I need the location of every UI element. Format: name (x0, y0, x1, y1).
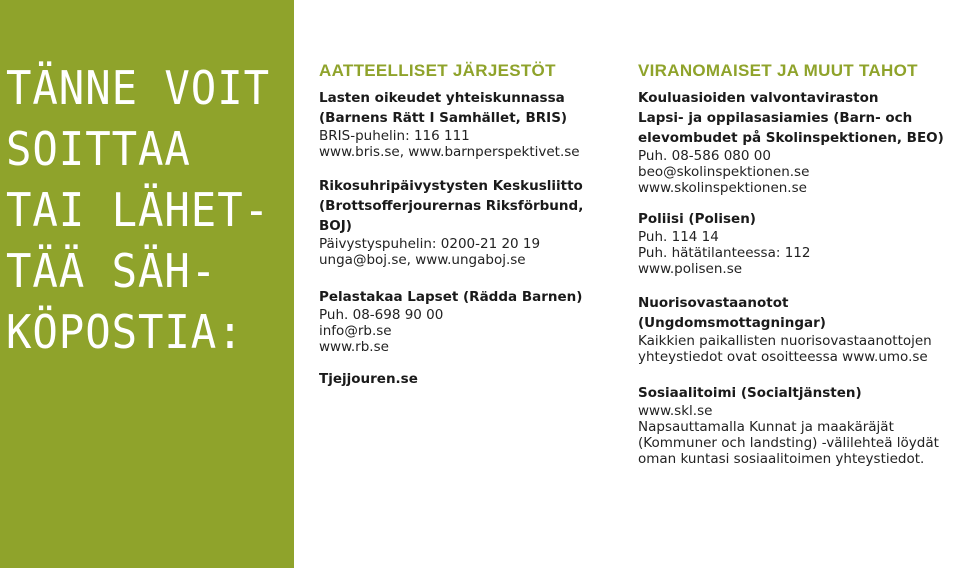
headline-line: TAI LÄHET- (6, 183, 270, 237)
headline-line: TÄNNE VOIT (6, 61, 270, 115)
entry-bris (319, 88, 580, 160)
entry-title: Tjejjouren.se (319, 371, 418, 387)
entry-line: BRIS-puhelin: 116 111 (319, 128, 470, 144)
entry-title: Lasten oikeudet yhteiskunnassa (319, 90, 565, 106)
entry-line: www.polisen.se (638, 261, 743, 277)
entry-title: Poliisi (Polisen) (638, 211, 756, 227)
entry-line: Puh. 08-698 90 00 (319, 307, 444, 323)
entry-line: unga@boj.se, www.ungaboj.se (319, 252, 526, 268)
entry-title: elevombudet på Skolinspektionen, BEO) (638, 130, 944, 146)
entry-line: oman kuntasi sosiaalitoimen yhteystiedot. (638, 451, 925, 467)
entry-beo (638, 88, 944, 196)
entry-title: Nuorisovastaanotot (638, 295, 789, 311)
entry-polisen (638, 209, 810, 277)
entry-line: www.bris.se, www.barnperspektivet.se (319, 144, 580, 160)
entry-line: www.rb.se (319, 339, 389, 355)
entry-line: Puh. 08-586 080 00 (638, 148, 771, 164)
entry-socialtjansten (638, 383, 939, 467)
entry-title: (Barnens Rätt I Samhället, BRIS) (319, 110, 568, 126)
entry-title: BOJ) (319, 218, 352, 234)
green-sidebar (0, 0, 294, 568)
entry-title: Rikosuhripäivystysten Keskusliitto (319, 178, 583, 194)
entry-line: Puh. 114 14 (638, 229, 719, 245)
entry-umo (638, 293, 932, 365)
entry-title: (Ungdomsmottagningar) (638, 315, 826, 331)
entry-rb (319, 287, 582, 355)
entry-line: www.skl.se (638, 403, 713, 419)
entry-line: info@rb.se (319, 323, 392, 339)
entry-tjejjouren (319, 369, 418, 389)
headline-line: KÖPOSTIA: (6, 305, 244, 359)
entry-line: Kaikkien paikallisten nuorisovastaanottojen (638, 333, 932, 349)
headline-line: TÄÄ SÄH- (6, 244, 218, 298)
entry-line: Päivystyspuhelin: 0200-21 20 19 (319, 236, 541, 252)
entry-title: Sosiaalitoimi (Socialtjänsten) (638, 385, 862, 401)
entry-boj (319, 176, 583, 268)
section-heading: VIRANOMAISET JA MUUT TAHOT (638, 61, 918, 80)
entry-line: www.skolinspektionen.se (638, 180, 807, 196)
entry-line: yhteystiedot ovat osoitteessa www.umo.se (638, 349, 928, 365)
entry-line: (Kommuner och landsting) -välilehteä löydät (638, 435, 939, 451)
section-heading: AATTEELLISET JÄRJESTÖT (319, 61, 556, 80)
headline (6, 58, 268, 363)
entry-title: (Brottsofferjourernas Riksförbund, (319, 198, 584, 214)
entry-title: Lapsi- ja oppilasasiamies (Barn- och (638, 110, 913, 126)
entry-title: Pelastakaa Lapset (Rädda Barnen) (319, 289, 583, 305)
entry-title: Kouluasioiden valvontaviraston (638, 90, 879, 106)
entry-line: Puh. hätätilanteessa: 112 (638, 245, 811, 261)
entry-line: beo@skolinspektionen.se (638, 164, 810, 180)
headline-line: SOITTAA (6, 122, 191, 176)
entry-line: Napsauttamalla Kunnat ja maakäräjät (638, 419, 894, 435)
